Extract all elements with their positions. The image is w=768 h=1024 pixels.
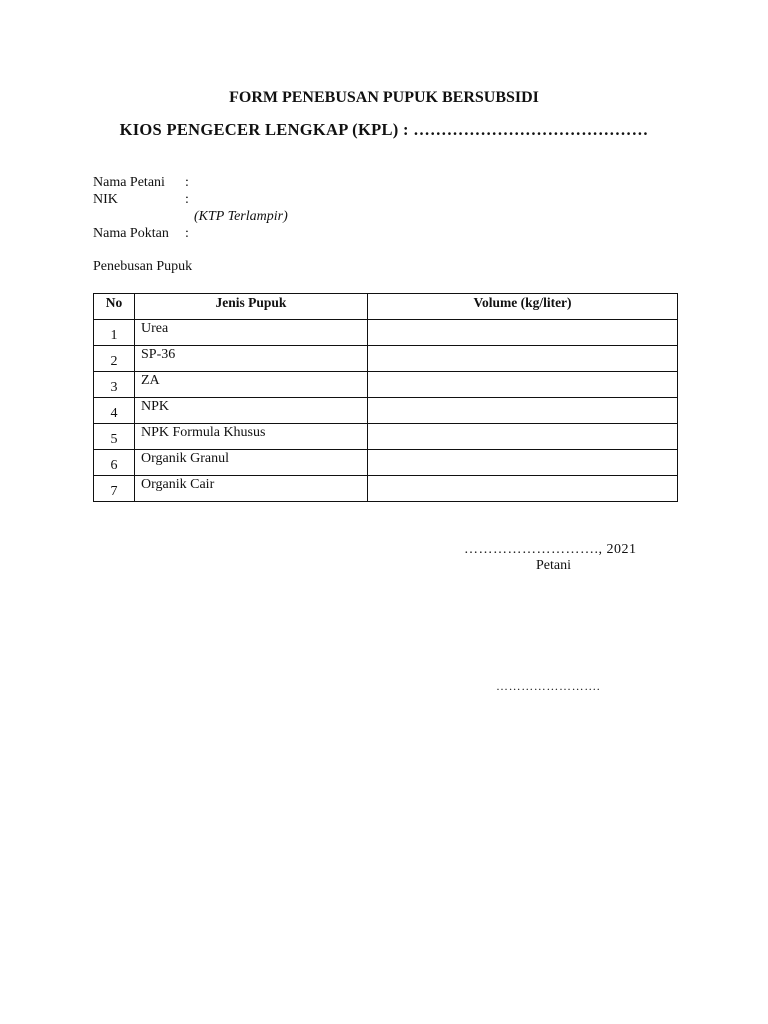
field-label-nama-poktan: Nama Poktan [93,226,169,241]
signature-name-line: ……………………. [496,679,601,693]
cell-jenis-pupuk: NPK Formula Khusus [135,424,368,450]
table-row [94,320,678,346]
cell-jenis-pupuk: Organik Cair [135,476,368,502]
cell-jenis-pupuk: Organik Granul [135,450,368,476]
header-no: No [94,294,135,320]
cell-no: 1 [94,320,135,346]
table-row [94,424,678,450]
cell-no: 7 [94,476,135,502]
cell-volume[interactable] [368,398,678,424]
header-jenis-pupuk: Jenis Pupuk [135,294,368,320]
field-colon: : [185,175,189,190]
cell-jenis-pupuk: NPK [135,398,368,424]
kios-title: KIOS PENGECER LENGKAP (KPL) : …………………………………… [119,120,649,139]
ktp-note: (KTP Terlampir) [194,209,288,224]
signature-date-line: ………………………., 2021 [464,542,637,557]
cell-no: 3 [94,372,135,398]
cell-volume[interactable] [368,372,678,398]
cell-no: 2 [94,346,135,372]
cell-jenis-pupuk: SP-36 [135,346,368,372]
field-colon: : [185,192,189,207]
field-label-nik: NIK [93,192,118,207]
cell-volume[interactable] [368,450,678,476]
table-header-row [94,294,678,320]
cell-no: 5 [94,424,135,450]
field-nama-poktan [93,226,189,242]
table-row [94,450,678,476]
cell-jenis-pupuk: Urea [135,320,368,346]
field-colon: : [185,226,189,241]
signature-role: Petani [536,558,571,573]
table-row [94,476,678,502]
cell-volume[interactable] [368,320,678,346]
form-title: FORM PENEBUSAN PUPUK BERSUBSIDI [229,89,539,106]
table-row [94,346,678,372]
table-row [94,398,678,424]
section-label: Penebusan Pupuk [93,259,193,274]
cell-volume[interactable] [368,346,678,372]
cell-jenis-pupuk: ZA [135,372,368,398]
fertilizer-table [93,293,678,502]
field-label-nama-petani: Nama Petani [93,175,165,190]
header-volume: Volume (kg/liter) [368,294,678,320]
field-nik [93,192,189,208]
field-nama-petani [93,175,189,191]
cell-no: 4 [94,398,135,424]
table-row [94,372,678,398]
cell-no: 6 [94,450,135,476]
cell-volume[interactable] [368,476,678,502]
cell-volume[interactable] [368,424,678,450]
